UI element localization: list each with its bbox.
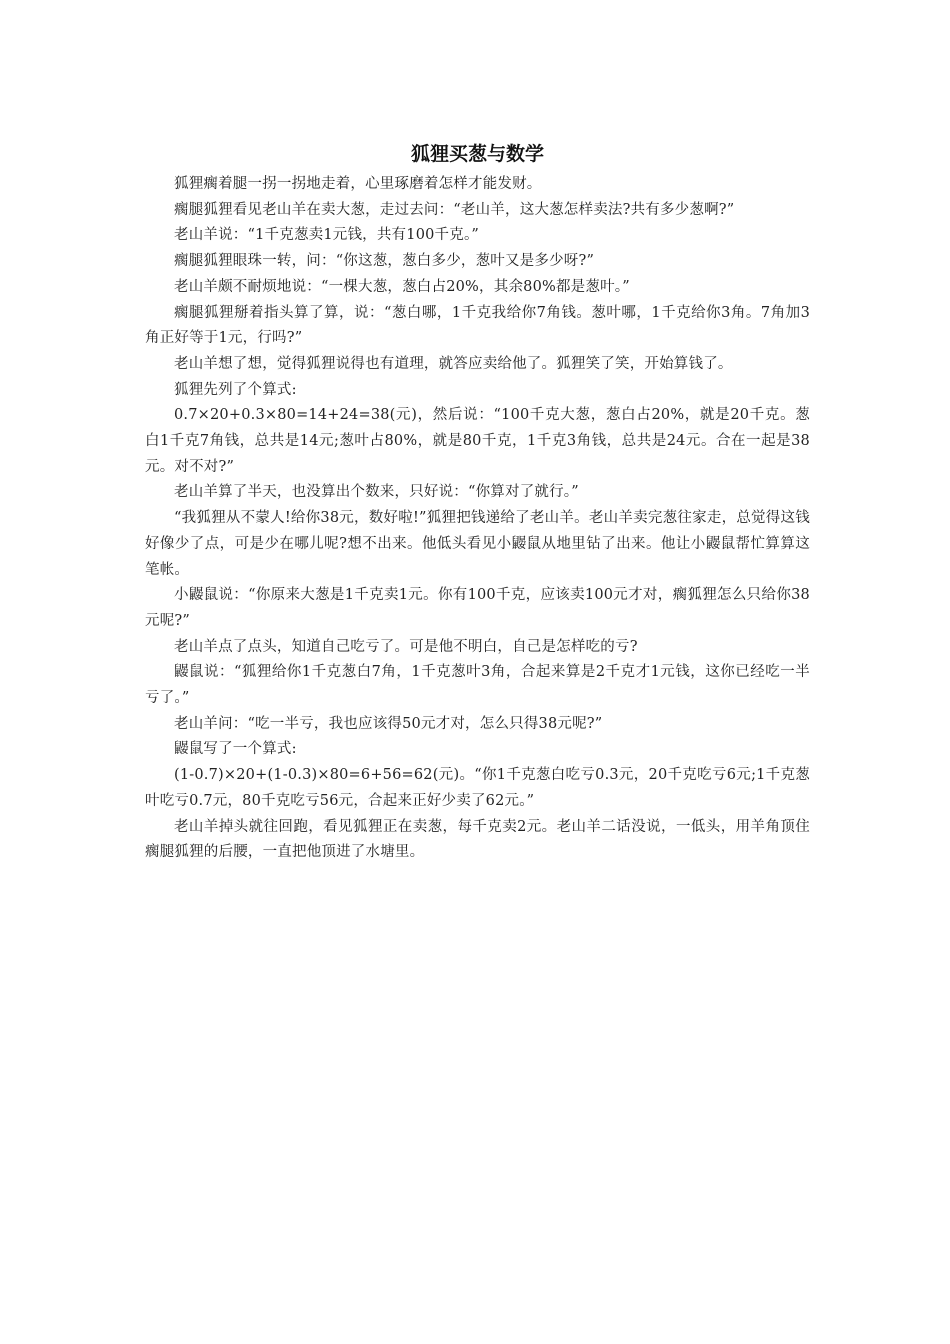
paragraph: 狐狸瘸着腿一拐一拐地走着，心里琢磨着怎样才能发财。	[174, 176, 542, 192]
paragraph: 老山羊颇不耐烦地说：“一棵大葱，葱白占20%，其余80%都是葱叶。”	[174, 278, 630, 295]
paragraph: 狐狸先列了个算式:	[174, 381, 297, 398]
paragraph: 瘸腿狐狸掰着指头算了算，说：“葱白哪，1千克我给你7角钱。葱叶哪，1千克给你3角。7角加3角正好等于1元，行吗?”	[145, 304, 810, 347]
paragraph: 瘸腿狐狸眼珠一转，问：“你这葱，葱白多少，葱叶又是多少呀?”	[174, 253, 595, 270]
paragraph: 鼹鼠说：“狐狸给你1千克葱白7角，1千克葱叶3角，合起来算是2千克才1元钱，这你已经吃一半亏了。”	[145, 664, 810, 707]
paragraph: 0.7×20+0.3×80=14+24=38(元)，然后说：“100千克大葱，葱白占20%，就是20千克。葱白1千克7角钱，总共是14元;葱叶占80%，就是80千克，1千克3角钱，总共是24元。合在一起是38元。对不对?”	[145, 407, 810, 475]
paragraph: 老山羊掉头就往回跑，看见狐狸正在卖葱，每千克卖2元。老山羊二话没说，一低头，用羊角顶住瘸腿狐狸的后腰，一直把他顶进了水塘里。	[145, 818, 810, 861]
document-title: 狐狸买葱与数学	[410, 143, 544, 165]
paragraph: 老山羊点了点头，知道自己吃亏了。可是他不明白，自己是怎样吃的亏?	[174, 638, 638, 655]
paragraph: 老山羊问：“吃一半亏，我也应该得50元才对，怎么只得38元呢?”	[174, 715, 603, 732]
paragraph: (1-0.7)×20+(1-0.3)×80=6+56=62(元)。“你1千克葱白吃亏0.3元，20千克吃亏6元;1千克葱叶吃亏0.7元，80千克吃亏56元，合起来正好少卖了62元。”	[145, 767, 810, 809]
paragraph: 瘸腿狐狸看见老山羊在卖大葱，走过去问：“老山羊，这大葱怎样卖法?共有多少葱啊?”	[174, 201, 735, 218]
paragraph: 老山羊说：“1千克葱卖1元钱，共有100千克。”	[174, 227, 480, 244]
paragraph: 老山羊想了想，觉得狐狸说得也有道理，就答应卖给他了。狐狸笑了笑，开始算钱了。	[174, 355, 733, 372]
paragraph: 小鼹鼠说：“你原来大葱是1千克卖1元。你有100千克，应该卖100元才对，瘸狐狸怎么只给你38元呢?”	[145, 587, 810, 629]
paragraph: 鼹鼠写了一个算式:	[174, 741, 297, 758]
paragraph: “我狐狸从不蒙人!给你38元，数好啦!”狐狸把钱递给了老山羊。老山羊卖完葱往家走，总觉得这钱好像少了点，可是少在哪儿呢?想不出来。他低头看见小鼹鼠从地里钻了出来。他让小鼹鼠帮忙算算这笔帐。	[145, 510, 810, 578]
document-body	[145, 172, 810, 866]
document-page	[145, 140, 810, 866]
paragraph: 老山羊算了半天，也没算出个数来，只好说：“你算对了就行。”	[174, 484, 579, 501]
